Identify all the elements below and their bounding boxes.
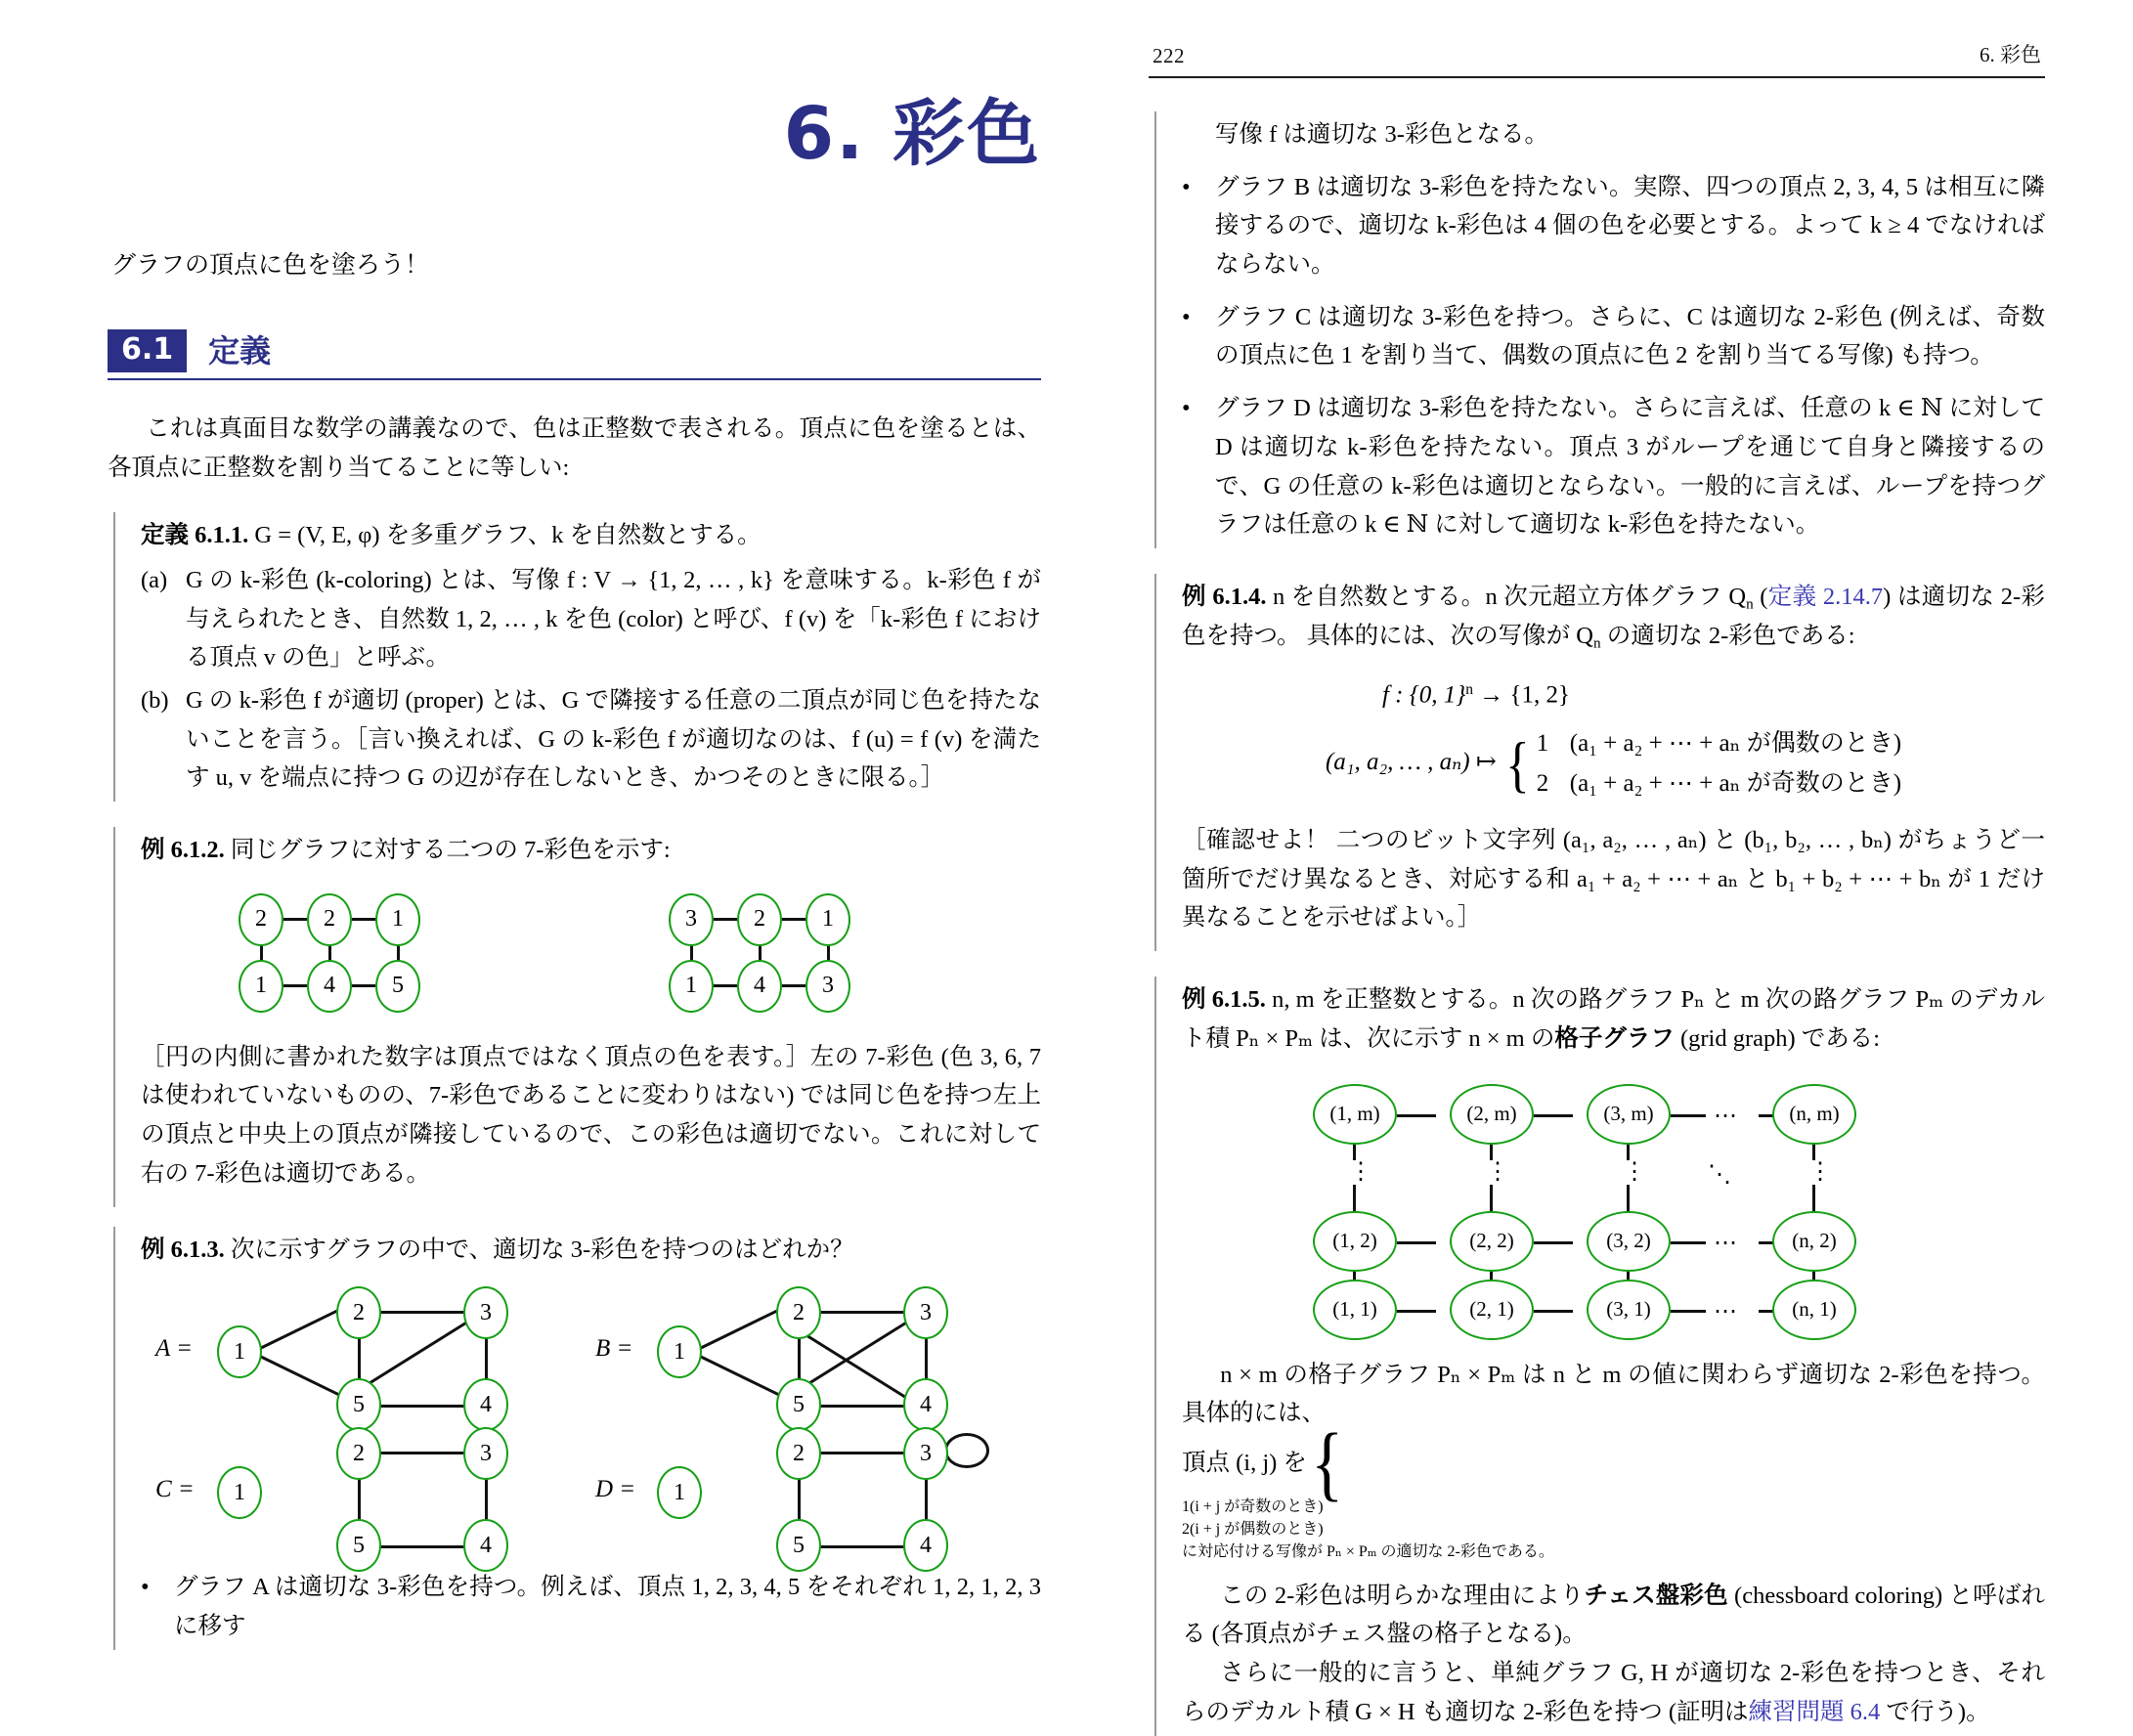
edge-grid-mid-3-dots xyxy=(1671,1241,1706,1244)
vdots-col1: ⋮ xyxy=(1346,1160,1375,1186)
node-grid-2-2: (2, 2) xyxy=(1450,1211,1534,1272)
general-para xyxy=(1182,1654,2045,1731)
edge-grid-top-3-dots xyxy=(1671,1114,1706,1117)
grid-case2 xyxy=(1182,1516,2045,1539)
graph-a-label: A = xyxy=(155,1335,193,1363)
node-612r-b1: 1 xyxy=(669,960,714,1013)
node-grid-3-2: (3, 2) xyxy=(1587,1211,1671,1272)
edge-b-1-2 xyxy=(699,1308,781,1350)
vdots-col3: ⋮ xyxy=(1620,1160,1649,1186)
figure-613-bottom xyxy=(155,1427,1050,1558)
node-a-3: 3 xyxy=(463,1286,508,1339)
node-612r-t2: 2 xyxy=(737,893,782,946)
example-614-block xyxy=(1154,574,2045,951)
grid-para-1a: n × m の格子グラフ Pₙ × Pₘ は n と m の値に関わらず適切な 2-彩色を持つ。具体的には、 xyxy=(1182,1361,2045,1427)
edge-b-2-4 xyxy=(805,1333,907,1399)
node-c-1: 1 xyxy=(217,1466,262,1519)
node-612r-b2: 4 xyxy=(737,960,782,1013)
node-612r-t3: 1 xyxy=(805,893,850,946)
example-615-line1: n, m を正整数とする。n 次の路グラフ Pₙ と m 次の路グラフ Pₘ のデカルト積 xyxy=(1182,986,2046,1052)
left-brace-icon: { xyxy=(1311,1414,1344,1509)
ddots-icon: ⋱ xyxy=(1708,1161,1733,1188)
edge-grid-bot-2-3 xyxy=(1534,1310,1573,1313)
node-grid-2-1: (2, 1) xyxy=(1450,1280,1534,1340)
example-613-bullets xyxy=(141,1568,1041,1645)
node-grid-n-m: (n, m) xyxy=(1772,1084,1856,1145)
node-a-2: 2 xyxy=(336,1286,381,1339)
bullet-graph-d xyxy=(1182,389,2045,544)
example-615-label: 例 6.1.5. xyxy=(1182,986,1266,1014)
edge-r-t2 xyxy=(782,918,805,921)
node-b-1: 1 xyxy=(657,1325,702,1378)
node-a-5: 5 xyxy=(336,1378,381,1431)
grid-para-1c: に対応付ける写像が Pₙ × Pₘ の適切な 2-彩色である。 xyxy=(1182,1542,1554,1560)
edge-c-2-3 xyxy=(375,1452,467,1454)
edge-b-3-4 xyxy=(925,1335,928,1382)
example-614-note: ［確認せよ！ 二つのビット文字列 (a₁, a₂, … , aₙ) と (b₁, b₂, … , bₙ) がちょうど一箇所でだけ異なるとき、対応する和 a₁ + a₂ + ⋯ + aₙ と b₁ + b₂ + ⋯ + bₙ が 1 だけ異なることを示せばよい。］ xyxy=(1182,827,2045,932)
node-b-2: 2 xyxy=(776,1286,821,1339)
example-614-statement: 例 6.1.4. n を自然数とする。n 次元超立方体グラフ $Q_n$ (定義 2.14.7) は適切な 2-彩色を持つ。 具体的には、次の写像が $Q_n$ の適切な 2-彩色である: xyxy=(1182,583,2045,651)
bullet-graph-a-text: グラフ A は適切な 3-彩色を持つ。例えば、頂点 1, 2, 3, 4, 5 をそれぞれ 1, 2, 1, 2, 3 に移す xyxy=(174,1574,1041,1639)
continued-line: 写像 f は適切な 3-彩色となる。 xyxy=(1215,121,1548,148)
example-614-line1b: は適切な 2-彩色を持つ。 xyxy=(1182,583,2045,649)
edge-a-1-5 xyxy=(259,1355,341,1397)
formula-614-case2 xyxy=(1537,764,1901,804)
example-613-label: 例 6.1.3. xyxy=(141,1236,225,1263)
section-rule xyxy=(108,378,1041,380)
grid-para-1b: 頂点 (i, j) を xyxy=(1182,1450,1307,1476)
item-marker-a: (a) xyxy=(141,566,168,593)
example-613-text: 次に示すグラフの中で、適切な 3-彩色を持つのはどれか？ xyxy=(230,1236,854,1263)
node-612r-b3: 3 xyxy=(805,960,850,1013)
hdots-mid: ⋯ xyxy=(1714,1230,1739,1256)
node-612l-t2: 2 xyxy=(307,893,352,946)
grid-case2-value: 2 xyxy=(1182,1520,1190,1538)
example-615-block xyxy=(1154,976,2045,1735)
grid-case1-cond: (i + j が奇数のとき) xyxy=(1190,1497,1324,1515)
right-page xyxy=(1119,0,2133,1725)
graph-c-label: C = xyxy=(155,1476,195,1503)
example-613-block xyxy=(113,1227,1041,1650)
edge-a-3-4 xyxy=(485,1335,488,1382)
node-612l-t3: 1 xyxy=(375,893,420,946)
node-d-4: 4 xyxy=(903,1519,948,1572)
edge-c-2-5 xyxy=(358,1476,361,1523)
edge-b-2-5 xyxy=(798,1335,801,1382)
bullet-dot-icon: • xyxy=(1182,395,1191,422)
intro-paragraph: これは真面目な数学の講義なので、色は正整数で表される。頂点に色を塗るとは、各頂点に正整数を割り当てることに等しい: xyxy=(108,414,1041,481)
example-615-line2b: (grid graph) である: xyxy=(1674,1024,1881,1052)
edge-grid-bot-3-dots xyxy=(1671,1310,1706,1313)
bullet-dot-icon: • xyxy=(1182,303,1191,330)
example-612-note: ［円の内側に書かれた数字は頂点ではなく頂点の色を表す。］左の 7-彩色 (色 3, 6, 7 は使われていないものの、7-彩色であることに変わりはない) では同じ色を持つ左上の頂点と中央上の頂点が隣接しているので、この彩色は適切でない。これに対して右の 7-彩色は適切である。 xyxy=(141,1043,1041,1187)
edge-a-2-3 xyxy=(375,1311,467,1314)
section-name: 定義 xyxy=(208,331,272,369)
node-c-3: 3 xyxy=(463,1427,508,1480)
hdots-top: ⋯ xyxy=(1714,1103,1739,1129)
example-614-line2b: の適切な 2-彩色である: xyxy=(1600,622,1855,649)
formula-614-case1 xyxy=(1537,724,1901,764)
right-bullets xyxy=(1182,168,2045,544)
formula-614-lines xyxy=(1326,681,1901,804)
edge-grid-top-1-2 xyxy=(1397,1114,1436,1117)
general-para-c: で行う)。 xyxy=(1880,1698,1990,1725)
node-612l-b1: 1 xyxy=(239,960,283,1013)
example-614-qn-sub2: n xyxy=(1592,633,1601,651)
node-grid-1-1: (1, 1) xyxy=(1313,1280,1397,1340)
grid-case1-value: 1 xyxy=(1182,1497,1190,1515)
example-613-continued-block xyxy=(1154,111,2045,548)
formula-614-domain-line xyxy=(1382,681,1901,710)
edge-r-b1 xyxy=(714,984,737,987)
bullet-graph-b xyxy=(1182,168,2045,284)
formula-614-domain: f : {0, 1} xyxy=(1381,681,1466,709)
node-d-5: 5 xyxy=(776,1519,821,1572)
edge-b-3-5 xyxy=(805,1322,907,1387)
definition-item-a xyxy=(141,561,1041,677)
chessboard-term: チェス盤彩色 xyxy=(1584,1582,1728,1609)
definition-label: 定義 6.1.1. xyxy=(141,522,249,549)
node-grid-3-m: (3, m) xyxy=(1587,1084,1671,1145)
edge-c-3-4 xyxy=(485,1476,488,1523)
example-613-statement xyxy=(141,1231,1041,1270)
left-page xyxy=(0,0,1119,1639)
example-612-text: 同じグラフに対する二つの 7-彩色を示す: xyxy=(230,837,671,864)
running-head-title: 6. 彩色 xyxy=(1980,43,2041,66)
chapter-lead: グラフの頂点に色を塗ろう！ xyxy=(111,252,430,279)
node-612l-b3: 5 xyxy=(375,960,420,1013)
definition-item-b xyxy=(141,681,1041,798)
vdots-coln: ⋮ xyxy=(1806,1160,1835,1186)
chessboard-para xyxy=(1182,1577,2045,1654)
edge-a-2-5 xyxy=(358,1335,361,1382)
running-head xyxy=(1149,39,2045,78)
bullet-dot-icon: • xyxy=(1182,173,1191,200)
general-para-a: さらに一般的に言うと、単純グラフ G, H が適切な 2-彩色を持つとき、それらのデカルト積 xyxy=(1182,1660,2045,1725)
case1-cond: (a₁ + a₂ + ⋯ + aₙ が偶数のとき) xyxy=(1569,730,1902,758)
example-614-label: 例 6.1.4. xyxy=(1182,583,1267,610)
edge-grid-mid-2-3 xyxy=(1534,1241,1573,1244)
chessboard-para-b: (chessboard coloring) と呼ばれる (各頂点がチェス盤の格子となる)。 xyxy=(1182,1582,2045,1648)
edge-b-5-4 xyxy=(815,1405,907,1408)
node-c-2: 2 xyxy=(336,1427,381,1480)
edge-grid-mid-1-2 xyxy=(1397,1241,1436,1244)
node-c-5: 5 xyxy=(336,1519,381,1572)
self-loop-icon-d3 xyxy=(944,1433,989,1468)
grid-cases xyxy=(1307,1414,1351,1509)
grid-case2-cond: (i + j が偶数のとき) xyxy=(1190,1520,1324,1538)
edge-a-5-4 xyxy=(375,1405,467,1408)
node-a-4: 4 xyxy=(463,1378,508,1431)
formula-614-map-line xyxy=(1326,724,1901,803)
case1-value: 1 xyxy=(1536,730,1549,758)
section-heading xyxy=(108,329,1041,372)
edge-l-t2 xyxy=(352,918,375,921)
definition-block xyxy=(113,512,1041,802)
edge-d-3-4 xyxy=(925,1476,928,1523)
node-b-3: 3 xyxy=(903,1286,948,1339)
node-grid-2-m: (2, m) xyxy=(1450,1084,1534,1145)
example-615-statement xyxy=(1182,980,2045,1058)
bullet-graph-d-text: グラフ D は適切な 3-彩色を持たない。さらに言えば、任意の k ∈ ℕ に対して D は適切な k-彩色を持たない。頂点 3 がループを通じて自身と隣接するので、G の任意の k-彩色は適切とならない。一般的に言えば、ループを持つグラフは任意の k ∈ ℕ に対して適切な k-彩色を持たない。 xyxy=(1215,395,2045,539)
example-614-line1a: n を自然数とする。n 次元超立方体グラフ Q xyxy=(1272,583,1747,610)
node-b-4: 4 xyxy=(903,1378,948,1431)
chessboard-para-a: この 2-彩色は明らかな理由により xyxy=(1220,1582,1585,1609)
formula-614-arg: (a₁, a₂, … , aₙ) ↦ xyxy=(1325,749,1497,776)
node-grid-n-1: (n, 1) xyxy=(1772,1280,1856,1340)
chapter-title: 6. 彩色 xyxy=(783,92,1041,176)
figure-grid-graph xyxy=(1299,1084,2023,1338)
node-grid-3-1: (3, 1) xyxy=(1587,1280,1671,1340)
example-615-line2a: Pₙ × Pₘ は、次に示す n × m の xyxy=(1236,1024,1555,1052)
edge-c-5-4 xyxy=(375,1545,467,1548)
edge-r-t1 xyxy=(714,918,737,921)
bullet-dot-icon: • xyxy=(141,1574,150,1601)
example-612-statement xyxy=(141,831,1041,870)
edge-d-5-4 xyxy=(815,1545,907,1548)
edge-b-2-3 xyxy=(815,1311,907,1314)
section-number: 6.1 xyxy=(108,329,187,372)
edge-l-b2 xyxy=(352,984,375,987)
definition-text: G = (V, E, φ) を多重グラフ、k を自然数とする。 xyxy=(254,522,762,549)
edge-d-2-3 xyxy=(815,1452,907,1454)
node-grid-1-2: (1, 2) xyxy=(1313,1211,1397,1272)
bullet-graph-b-text: グラフ B は適切な 3-彩色を持たない。実際、四つの頂点 2, 3, 4, 5 は相互に隣接するので、適切な k-彩色は 4 個の色を必要とする。よって k ≥ 4 でなければならない。 xyxy=(1215,173,2045,279)
figure-613-top xyxy=(155,1286,1050,1417)
edge-a-1-2 xyxy=(259,1308,341,1350)
example-612-block xyxy=(113,827,1041,1206)
node-grid-1-m: (1, m) xyxy=(1313,1084,1397,1145)
edge-b-1-5 xyxy=(699,1355,781,1397)
def-2147-link[interactable]: 定義 2.14.7 xyxy=(1767,583,1884,610)
node-d-2: 2 xyxy=(776,1427,821,1480)
node-b-5: 5 xyxy=(776,1378,821,1431)
edge-l-b1 xyxy=(283,984,307,987)
definition-statement xyxy=(141,516,1041,555)
formula-614-exp: n xyxy=(1465,680,1473,698)
item-marker-b: (b) xyxy=(141,687,169,715)
node-d-3: 3 xyxy=(903,1427,948,1480)
formula-614-cases xyxy=(1502,724,1901,803)
edge-r-b2 xyxy=(782,984,805,987)
figure-612 xyxy=(199,893,1040,1019)
formula-614-codomain: → {1, 2} xyxy=(1473,681,1570,709)
bullet-graph-c xyxy=(1182,298,2045,375)
formula-614-case-rows xyxy=(1537,724,1901,803)
node-grid-n-2: (n, 2) xyxy=(1772,1211,1856,1272)
node-612l-t1: 2 xyxy=(239,893,283,946)
formula-614 xyxy=(1182,681,2045,804)
graph-d-label: D = xyxy=(595,1476,636,1503)
edge-grid-bot-1-2 xyxy=(1397,1310,1436,1313)
item-text-a: G の k-彩色 (k-coloring) とは、写像 f : V → {1, 2, … , k} を意味する。k-彩色 f が与えられたとき、自然数 1, 2, … , k を色 (color) と呼び、f (v) を「k-彩色 f における頂点 v の色」と呼ぶ。 xyxy=(186,566,1041,672)
case2-value: 2 xyxy=(1536,769,1549,797)
node-d-1: 1 xyxy=(657,1466,702,1519)
node-612l-b2: 4 xyxy=(307,960,352,1013)
page-number: 222 xyxy=(1153,44,1185,67)
node-c-4: 4 xyxy=(463,1519,508,1572)
exercise-64-link[interactable]: 練習問題 6.4 xyxy=(1748,1698,1881,1725)
vdots-col2: ⋮ xyxy=(1483,1160,1512,1186)
example-612-label: 例 6.1.2. xyxy=(141,837,225,864)
node-a-1: 1 xyxy=(217,1325,262,1378)
case2-cond: (a₁ + a₂ + ⋯ + aₙ が奇数のとき) xyxy=(1569,769,1902,797)
edge-grid-top-2-3 xyxy=(1534,1114,1573,1117)
grid-graph-term: 格子グラフ xyxy=(1554,1024,1675,1052)
item-text-b: G の k-彩色 f が適切 (proper) とは、G で隣接する任意の二頂点が同じ色を持たないことを言う。［言い換えれば、G の k-彩色 f が適切なのは、f (u) = f (v) を満たす u, v を端点に持つ G の辺が存在しないとき、かつそのときに限る。］ xyxy=(186,687,1041,792)
graph-b-label: B = xyxy=(595,1335,633,1363)
edge-a-3-5 xyxy=(365,1322,467,1387)
node-612r-t1: 3 xyxy=(669,893,714,946)
edge-d-2-5 xyxy=(798,1476,801,1523)
example-614-qn-sub: n xyxy=(1746,595,1754,613)
example-614-line2a: 具体的には、次の写像が Q xyxy=(1306,622,1593,649)
edge-l-t1 xyxy=(283,918,307,921)
definition-items xyxy=(141,561,1041,798)
hdots-bot: ⋯ xyxy=(1714,1298,1739,1324)
bullet-graph-a xyxy=(141,1568,1041,1645)
left-brace-icon: { xyxy=(1505,728,1530,799)
general-para-b: G × H も適切な 2-彩色を持つ (証明は xyxy=(1355,1698,1749,1725)
bullet-graph-c-text: グラフ C は適切な 3-彩色を持つ。さらに、C は適切な 2-彩色 (例えば、奇数の頂点に色 1 を割り当て、偶数の頂点に色 2 を割り当てる写像) も持つ。 xyxy=(1215,303,2045,369)
